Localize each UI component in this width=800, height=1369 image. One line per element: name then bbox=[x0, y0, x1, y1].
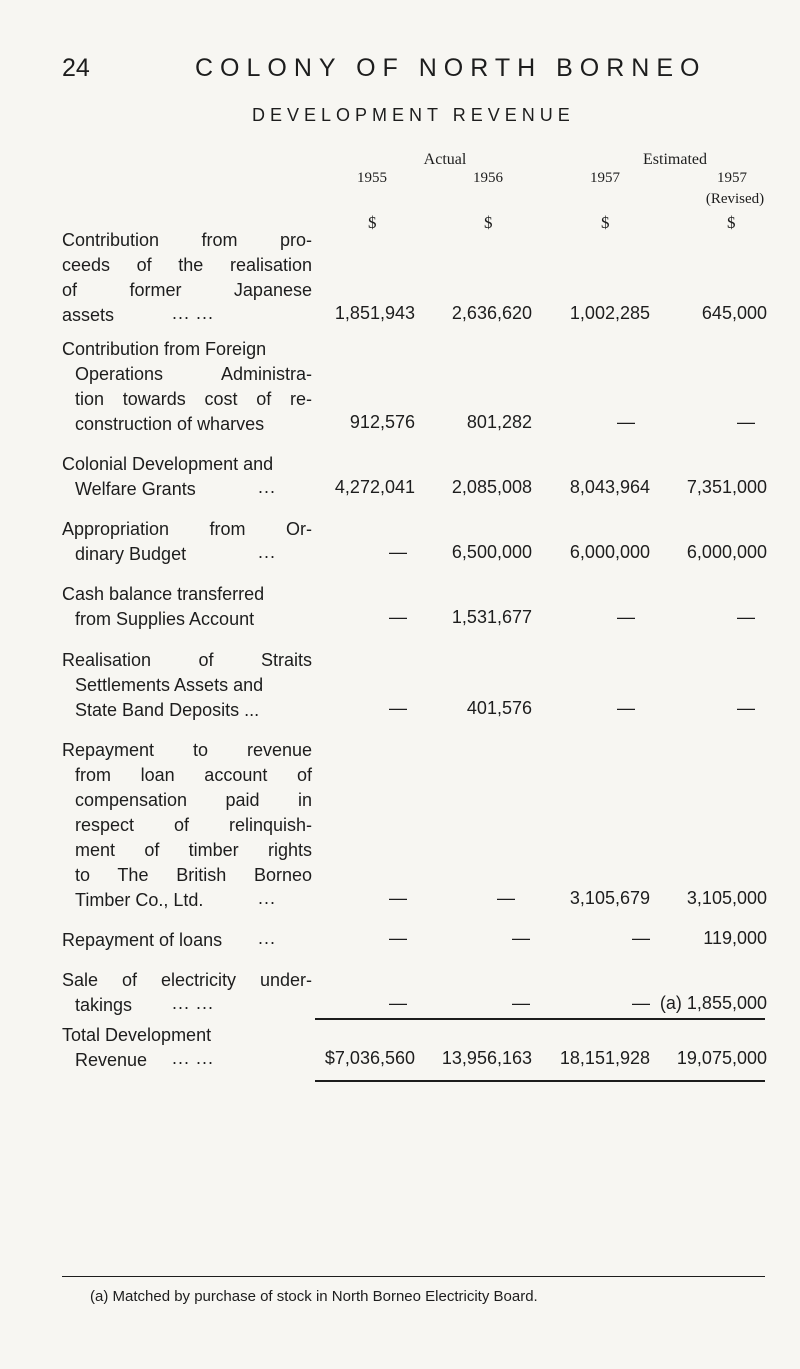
footnote: (a) Matched by purchase of stock in North Borneo Electricity Board. bbox=[90, 1288, 538, 1305]
table-cell: (a) 1,855,000 bbox=[659, 993, 767, 1013]
table-cell: — bbox=[737, 607, 755, 627]
row-leader-dots: ... bbox=[258, 928, 277, 948]
table-cell: 7,351,000 bbox=[686, 477, 767, 497]
table-cell: — bbox=[389, 928, 407, 948]
table-cell: 8,043,964 bbox=[569, 477, 650, 497]
currency-1957: $ bbox=[601, 213, 610, 232]
group-header-actual: Actual bbox=[423, 151, 467, 168]
table-cell: 401,576 bbox=[466, 698, 532, 718]
table-cell: 6,500,000 bbox=[451, 542, 532, 562]
row-label-supplies-account: Cash balance transferred from Supplies Account bbox=[62, 584, 265, 629]
col-year-1957-revised: 1957 bbox=[717, 170, 747, 186]
table-cell: 2,636,620 bbox=[451, 303, 532, 323]
row-label-total: Total Development Revenue bbox=[62, 1025, 212, 1070]
running-head: COLONY OF NORTH BORNEO bbox=[195, 54, 707, 82]
table-cell: 6,000,000 bbox=[686, 542, 767, 562]
table-cell: — bbox=[737, 412, 755, 432]
table-cell: — bbox=[512, 993, 530, 1013]
currency-1957-revised: $ bbox=[727, 213, 736, 232]
table-cell: 1,851,943 bbox=[334, 303, 415, 323]
total-rule-bottom bbox=[315, 1080, 765, 1082]
row-leader-dots: ... bbox=[258, 888, 277, 908]
col-year-1957: 1957 bbox=[590, 170, 620, 186]
table-cell: — bbox=[617, 607, 635, 627]
footnote-rule bbox=[62, 1276, 765, 1277]
section-title: DEVELOPMENT REVENUE bbox=[252, 105, 575, 125]
row-label-straits-settlements: Realisation of Straits Settlements Assets and State Band Deposits ... bbox=[62, 650, 312, 720]
page-number: 24 bbox=[62, 54, 90, 82]
total-cell: $7,036,560 bbox=[324, 1048, 415, 1068]
row-leader-dots: ... ... bbox=[172, 993, 215, 1013]
table-cell: — bbox=[737, 698, 755, 718]
col-year-1955: 1955 bbox=[357, 170, 387, 186]
currency-1955: $ bbox=[368, 213, 377, 232]
row-label-ordinary-budget: Appropriation from Or- dinary Budget bbox=[62, 519, 312, 564]
row-leader-dots: ... ... bbox=[172, 1048, 215, 1068]
table-cell: 4,272,041 bbox=[334, 477, 415, 497]
table-cell: 6,000,000 bbox=[569, 542, 650, 562]
total-cell: 13,956,163 bbox=[441, 1048, 532, 1068]
col-year-1956: 1956 bbox=[473, 170, 503, 186]
table-cell: 3,105,679 bbox=[569, 888, 650, 908]
table-cell: — bbox=[389, 542, 407, 562]
table-cell: 1,531,677 bbox=[451, 607, 532, 627]
row-label-welfare-grants: Colonial Development and Welfare Grants bbox=[62, 454, 274, 499]
table-cell: — bbox=[389, 698, 407, 718]
row-leader-dots: ... ... bbox=[172, 303, 215, 323]
total-cell: 18,151,928 bbox=[559, 1048, 650, 1068]
row-leader-dots: ... bbox=[258, 542, 277, 562]
table-cell: — bbox=[389, 993, 407, 1013]
table-cell: — bbox=[389, 607, 407, 627]
total-rule-top bbox=[315, 1018, 765, 1020]
row-label-electricity: Sale of electricity under- takings bbox=[62, 970, 312, 1015]
table-cell: — bbox=[497, 888, 515, 908]
group-header-estimated: Estimated bbox=[643, 151, 707, 168]
row-label-timber-rights: Repayment to revenue from loan account of compensation paid in respect of relinquish- ment of timber rights to The British Borneo Timber Co., Ltd. bbox=[62, 740, 312, 910]
row-leader-dots: ... bbox=[258, 477, 277, 497]
table-cell: — bbox=[389, 888, 407, 908]
row-label-repayment-loans: Repayment of loans bbox=[62, 930, 223, 950]
row-label-japanese-assets: Contribution from pro- ceeds of the realisation of former Japanese assets bbox=[62, 230, 312, 325]
table-cell: 912,576 bbox=[349, 412, 415, 432]
table-cell: — bbox=[617, 412, 635, 432]
table-cell: — bbox=[632, 993, 650, 1013]
table-cell: — bbox=[512, 928, 530, 948]
table-cell: 645,000 bbox=[701, 303, 767, 323]
table-cell: 801,282 bbox=[466, 412, 532, 432]
currency-1956: $ bbox=[484, 213, 493, 232]
table-cell: — bbox=[617, 698, 635, 718]
table-cell: 1,002,285 bbox=[569, 303, 650, 323]
col-note-revised: (Revised) bbox=[705, 191, 765, 207]
table-cell: — bbox=[632, 928, 650, 948]
row-label-foreign-operations: Contribution from Foreign Operations Administra- tion towards cost of re- construction of wharves bbox=[62, 339, 312, 434]
table-cell: 119,000 bbox=[703, 928, 767, 948]
total-cell: 19,075,000 bbox=[676, 1048, 767, 1068]
table-cell: 2,085,008 bbox=[451, 477, 532, 497]
table-cell: 3,105,000 bbox=[686, 888, 767, 908]
